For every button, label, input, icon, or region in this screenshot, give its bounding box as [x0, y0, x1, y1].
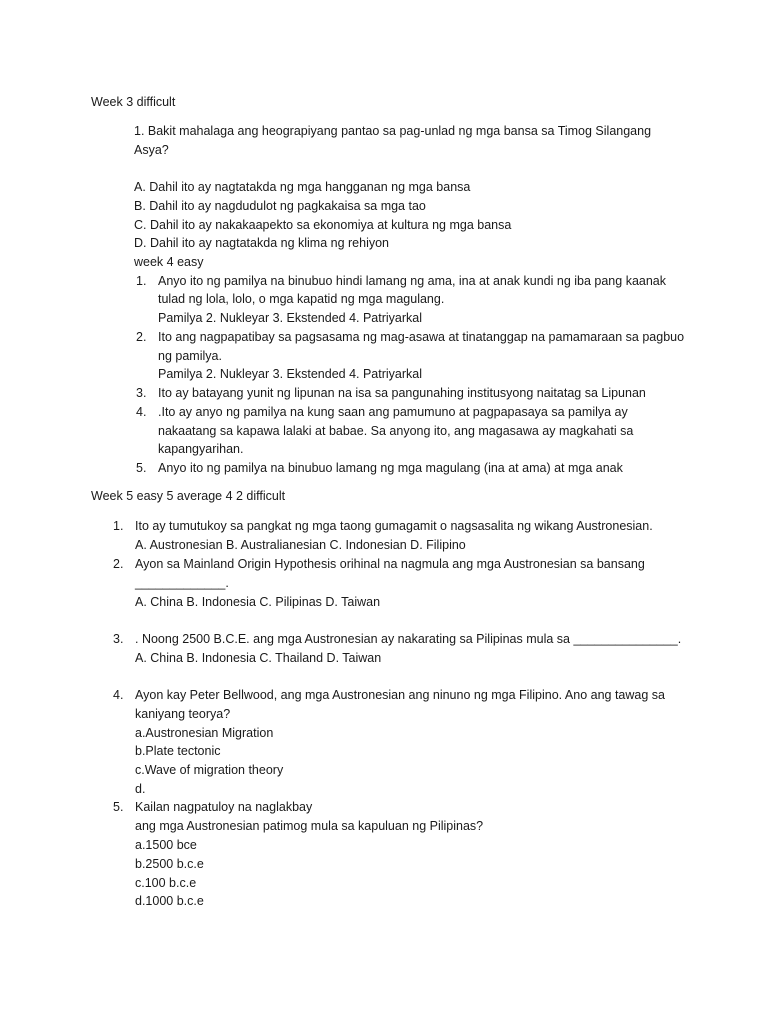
week5-item5-number: 5. — [113, 800, 124, 814]
week3-q1-option-b: B. Dahil ito ay nagdudulot ng pagkakaisa sa mga tao — [134, 199, 426, 213]
week5-item1-number: 1. — [113, 519, 124, 533]
week5-item1-line: Ito ay tumutukoy sa pangkat ng mga taong gumagamit o nagsasalita ng wikang Austronesian. — [135, 519, 653, 533]
week5-item4-line: Ayon kay Peter Bellwood, ang mga Austronesian ang ninuno ng mga Filipino. Ano ang tawag sa — [135, 688, 665, 702]
week5-item1-line: A. Austronesian B. Australianesian C. Indonesian D. Filipino — [135, 538, 466, 552]
week3-q1-line2: Asya? — [134, 143, 169, 157]
week5-item4-option-d: d. — [135, 782, 146, 796]
week4-item1-number: 1. — [136, 274, 147, 288]
week5-item5-line: Kailan nagpatuloy na naglakbay — [135, 800, 313, 814]
week4-item4-line: nakaatang sa kapawa lalaki at babae. Sa anyong ito, ang magasawa ay magkahati sa — [158, 424, 634, 438]
week4-item2-line: Ito ang nagpapatibay sa pagsasama ng mag-asawa at tinatanggap na pamamaraan sa pagbuo — [158, 330, 685, 344]
week4-item5-line: Anyo ito ng pamilya na binubuo lamang ng mga magulang (ina at ama) at mga anak — [158, 461, 623, 475]
week5-item5-option-a: a.1500 bce — [135, 838, 197, 852]
week5-item4-option-a: a.Austronesian Migration — [135, 726, 274, 740]
week4-item4-number: 4. — [136, 405, 147, 419]
week5-item2-line: A. China B. Indonesia C. Pilipinas D. Taiwan — [135, 595, 381, 609]
week5-item4-number: 4. — [113, 688, 124, 702]
week5-heading: Week 5 easy 5 average 4 2 difficult — [91, 489, 286, 503]
week5-item5-option-c: c.100 b.c.e — [135, 876, 197, 890]
week3-q1-option-d: D. Dahil ito ay nagtatakda ng klima ng rehiyon — [134, 236, 390, 250]
week3-q1-line1: 1. Bakit mahalaga ang heograpiyang pantao sa pag-unlad ng mga bansa sa Timog Silangang — [134, 124, 652, 138]
week4-item1-line: Anyo ito ng pamilya na binubuo hindi lamang ng ama, ina at anak kundi ng iba pang kaanak — [158, 274, 666, 288]
week5-item3-number: 3. — [113, 632, 124, 646]
week3-q1-option-a: A. Dahil ito ay nagtatakda ng mga hangganan ng mga bansa — [134, 180, 471, 194]
week4-heading: week 4 easy — [134, 255, 204, 269]
week5-item4-option-b: b.Plate tectonic — [135, 744, 221, 758]
week4-item2-number: 2. — [136, 330, 147, 344]
week4-item1-line: tulad ng lola, lolo, o mga kapatid ng mga magulang. — [158, 292, 445, 306]
week4-item2-line: Pamilya 2. Nukleyar 3. Ekstended 4. Patriyarkal — [158, 367, 423, 381]
week3-heading: Week 3 difficult — [91, 95, 176, 109]
week5-item2-number: 2. — [113, 557, 124, 571]
week5-item5-line: ang mga Austronesian patimog mula sa kapuluan ng Pilipinas? — [135, 819, 484, 833]
week4-item4-line: kapangyarihan. — [158, 442, 244, 456]
week5-item3-line: . Noong 2500 B.C.E. ang mga Austronesian ay nakarating sa Pilipinas mula sa _______________. — [135, 632, 682, 646]
week4-item4-line: .Ito ay anyo ng pamilya na kung saan ang pamumuno at pagpapasaya sa pamilya ay — [158, 405, 628, 419]
week5-item5-option-d: d.1000 b.c.e — [135, 894, 204, 908]
week4-item5-number: 5. — [136, 461, 147, 475]
week5-item4-line: kaniyang teorya? — [135, 707, 231, 721]
week4-item1-line: Pamilya 2. Nukleyar 3. Ekstended 4. Patriyarkal — [158, 311, 423, 325]
week5-item5-option-b: b.2500 b.c.e — [135, 857, 204, 871]
week5-item2-line: _____________. — [135, 576, 229, 590]
week4-item2-line: ng pamilya. — [158, 349, 222, 363]
week3-q1-option-c: C. Dahil ito ay nakakaapekto sa ekonomiya at kultura ng mga bansa — [134, 218, 512, 232]
week5-item2-line: Ayon sa Mainland Origin Hypothesis orihinal na nagmula ang mga Austronesian sa bansang — [135, 557, 645, 571]
week5-item3-line: A. China B. Indonesia C. Thailand D. Taiwan — [135, 651, 382, 665]
week4-item3-number: 3. — [136, 386, 147, 400]
week5-item4-option-c: c.Wave of migration theory — [135, 763, 284, 777]
week4-item3-line: Ito ay batayang yunit ng lipunan na isa sa pangunahing institusyong naitatag sa Lipunan — [158, 386, 646, 400]
